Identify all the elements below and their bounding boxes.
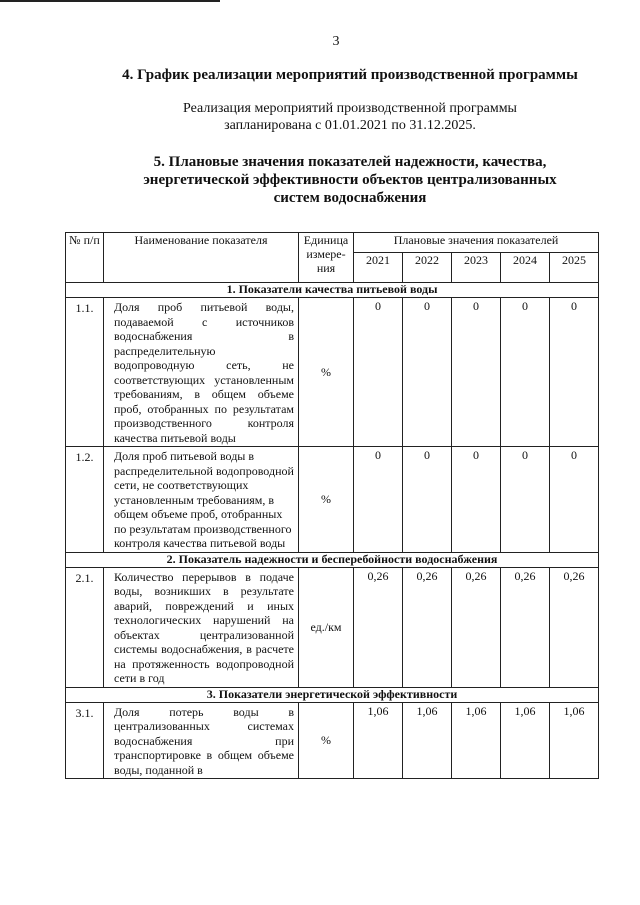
section-5-heading	[100, 153, 600, 207]
row-value: 0	[501, 447, 550, 553]
implementation-line-2: запланирована с 01.01.2021 по 31.12.2025.	[224, 118, 476, 133]
section-row	[66, 552, 599, 567]
row-unit: %	[299, 702, 354, 779]
table-row	[66, 447, 599, 553]
row-indicator-name: Доля проб питьевой воды в распределительной водопроводной сети, не соответствующих установленным требованиям, в общем объеме проб, отобранных по результатам производственного контроля качества питьевой воды	[104, 447, 299, 553]
row-number: 2.1.	[66, 567, 104, 687]
table-row	[66, 702, 599, 779]
header-year: 2023	[452, 253, 501, 283]
row-number: 3.1.	[66, 702, 104, 779]
section-4-heading: 4. График реализации мероприятий производственной программы	[122, 67, 578, 83]
table-header-row	[66, 233, 599, 253]
row-indicator-name: Доля проб питьевой воды, подаваемой с источников водоснабжения в распределительную водопроводную сеть, не соответствующих установленным требованиям, в общем объеме проб, отобранных по результатам производственного контроля качества питьевой воды	[104, 298, 299, 447]
header-planned-values: Плановые значения показателей	[354, 233, 599, 253]
header-unit: Единица измере-ния	[299, 233, 354, 283]
row-value: 0,26	[403, 567, 452, 687]
section-5-heading-line-2: энергетической эффективности объектов централизованных	[143, 172, 557, 188]
header-year: 2025	[550, 253, 599, 283]
row-value: 1,06	[354, 702, 403, 779]
row-value: 0	[452, 447, 501, 553]
indicators-table	[65, 232, 599, 779]
implementation-line-1: Реализация мероприятий производственной программы	[183, 101, 517, 116]
header-year: 2024	[501, 253, 550, 283]
table-row	[66, 298, 599, 447]
row-value: 0	[403, 298, 452, 447]
header-year: 2022	[403, 253, 452, 283]
row-unit: %	[299, 298, 354, 447]
page-number: 3	[332, 34, 340, 49]
section-5-heading-line-3: систем водоснабжения	[273, 190, 427, 206]
row-value: 0,26	[354, 567, 403, 687]
row-value: 1,06	[403, 702, 452, 779]
implementation-paragraph	[120, 100, 580, 134]
header-year: 2021	[354, 253, 403, 283]
row-value: 0,26	[550, 567, 599, 687]
row-value: 0	[550, 447, 599, 553]
section-title: 3. Показатели энергетической эффективности	[66, 687, 599, 702]
row-value: 1,06	[501, 702, 550, 779]
row-unit: %	[299, 447, 354, 553]
section-row	[66, 687, 599, 702]
top-border-line	[0, 0, 220, 2]
row-value: 0,26	[501, 567, 550, 687]
row-indicator-name: Количество перерывов в подаче воды, возникших в результате аварий, повреждений и иных технологических нарушений на объектах централизованной системы водоснабжения, в расчете на протяженность водопроводной сети в год	[104, 567, 299, 687]
row-value: 0	[550, 298, 599, 447]
section-title: 1. Показатели качества питьевой воды	[66, 283, 599, 298]
row-unit: ед./км	[299, 567, 354, 687]
header-name: Наименование показателя	[104, 233, 299, 283]
row-value: 0,26	[452, 567, 501, 687]
section-title: 2. Показатель надежности и бесперебойности водоснабжения	[66, 552, 599, 567]
row-value: 0	[403, 447, 452, 553]
row-number: 1.1.	[66, 298, 104, 447]
section-5-heading-line-1: 5. Плановые значения показателей надежности, качества,	[153, 154, 547, 170]
table-row	[66, 567, 599, 687]
row-value: 0	[452, 298, 501, 447]
row-indicator-name: Доля потерь воды в централизованных системах водоснабжения при транспортировке в общем объеме воды, поданной в	[104, 702, 299, 779]
row-value: 1,06	[452, 702, 501, 779]
row-value: 1,06	[550, 702, 599, 779]
row-value: 0	[354, 298, 403, 447]
header-number: № п/п	[66, 233, 104, 283]
row-value: 0	[354, 447, 403, 553]
row-value: 0	[501, 298, 550, 447]
row-number: 1.2.	[66, 447, 104, 553]
section-row	[66, 283, 599, 298]
